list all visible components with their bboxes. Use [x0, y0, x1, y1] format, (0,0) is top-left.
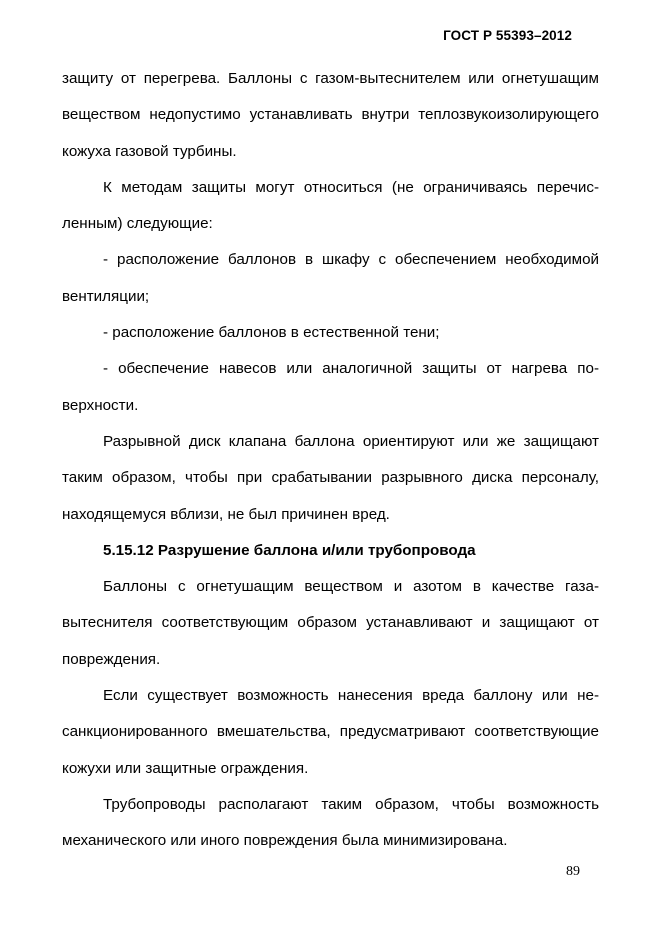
document-id-header: ГОСТ Р 55393–2012	[443, 28, 572, 43]
paragraph-guards: Если существует возможность нанесения вреда баллону или несанкционированного вмешательства, предусматривают соответствующие кожухи или защитные ограждения.	[62, 687, 599, 777]
list-item-cabinet-ventilation: - расположение баллонов в шкафу с обеспечением необходимой вентиляции;	[62, 251, 599, 305]
paragraph-burst-disc: Разрывной диск клапана баллона ориентируют или же защищают таким образом, чтобы при срабатывании разрывного диска персоналу, находящемуся вблизи, не был причинен вред.	[62, 432, 599, 523]
list-item-natural-shade: - расположение баллонов в естественной тени;	[103, 324, 440, 342]
paragraph-pipelines: Трубопроводы располагают таким образом, чтобы возможность механического или иного повреждения была минимизирована.	[62, 795, 599, 850]
body-text	[62, 61, 599, 860]
page-number: 89	[566, 864, 580, 879]
paragraph-protection-methods: К методам защиты могут относиться (не ограничиваясь перечисленным) следующие:	[62, 178, 599, 233]
paragraph-overheat-protection: защиту от перегрева. Баллоны с газом-вытеснителем или огнетушащим веществом недопустимо устанавливать внутри теплозвукоизолирующего кожуха газовой турбины.	[62, 70, 599, 160]
list-item-canopy-protection: - обеспечение навесов или аналогичной защиты от нагрева поверхности.	[62, 360, 599, 414]
section-heading-5-15-12: 5.15.12 Разрушение баллона и/или трубопровода	[103, 541, 476, 559]
paragraph-cylinder-installation: Баллоны с огнетушащим веществом и азотом в качестве газавытеснителя соответствующим образом устанавливают и защищают от повреждения.	[62, 578, 599, 668]
